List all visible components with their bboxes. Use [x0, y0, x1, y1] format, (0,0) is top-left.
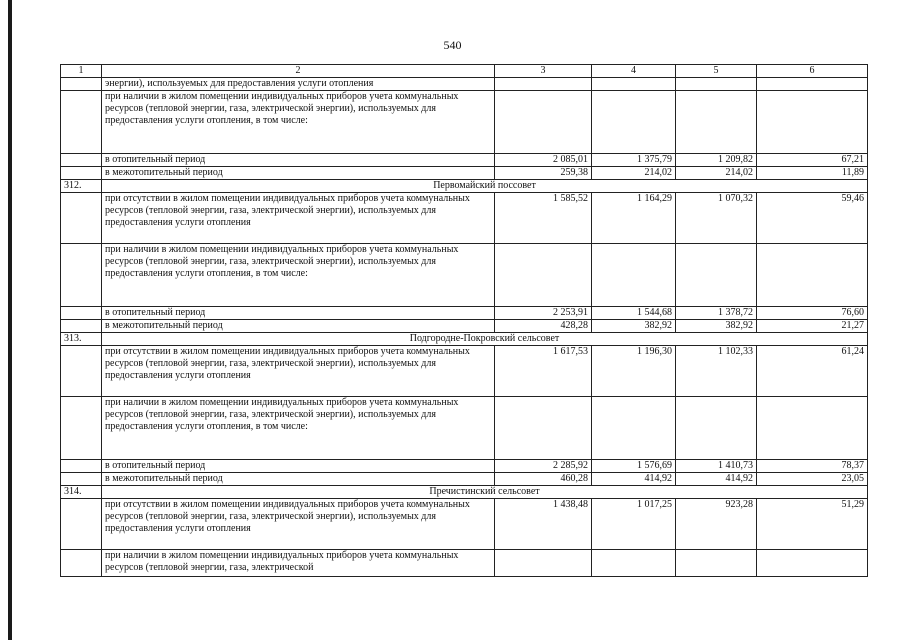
value-col-4: 1 196,30 — [592, 346, 676, 397]
value-col-5 — [676, 244, 757, 307]
value-col-4 — [592, 244, 676, 307]
table-row — [61, 91, 868, 154]
value-col-3: 2 085,01 — [495, 154, 592, 167]
value-col-4: 382,92 — [592, 320, 676, 333]
row-code-cell — [61, 499, 102, 550]
value-col-3 — [495, 78, 592, 91]
row-description: при наличии в жилом помещении индивидуальных приборов учета коммунальных ресурсов (тепловой энергии, газа, электрической энергии), используемых для предоставления услуги отопления, в том числе: — [102, 244, 495, 307]
value-col-3: 460,28 — [495, 473, 592, 486]
row-description: в межотопительный период — [102, 167, 495, 180]
value-col-4 — [592, 550, 676, 577]
table-row — [61, 193, 868, 244]
value-col-3 — [495, 397, 592, 460]
value-col-6: 67,21 — [757, 154, 868, 167]
value-col-4: 214,02 — [592, 167, 676, 180]
table-row — [61, 167, 868, 180]
value-col-5: 214,02 — [676, 167, 757, 180]
row-description: при отсутствии в жилом помещении индивидуальных приборов учета коммунальных ресурсов (тепловой энергии, газа, электрической энергии), используемых для предоставления услуги отопления — [102, 346, 495, 397]
value-col-4 — [592, 397, 676, 460]
table-row — [61, 499, 868, 550]
section-row — [61, 180, 868, 193]
tariff-table — [60, 64, 868, 577]
value-col-6: 76,60 — [757, 307, 868, 320]
row-description: в межотопительный период — [102, 320, 495, 333]
value-col-3: 1 438,48 — [495, 499, 592, 550]
value-col-3 — [495, 244, 592, 307]
row-description: при отсутствии в жилом помещении индивидуальных приборов учета коммунальных ресурсов (тепловой энергии, газа, электрической энергии), используемых для предоставления услуги отопления — [102, 499, 495, 550]
value-col-4: 1 164,29 — [592, 193, 676, 244]
value-col-6: 61,24 — [757, 346, 868, 397]
table-row — [61, 244, 868, 307]
section-title: Первомайский поссовет — [102, 180, 868, 193]
value-col-5: 1 102,33 — [676, 346, 757, 397]
value-col-3: 2 285,92 — [495, 460, 592, 473]
column-header: 5 — [676, 65, 757, 78]
section-row — [61, 486, 868, 499]
table-row — [61, 307, 868, 320]
value-col-5: 923,28 — [676, 499, 757, 550]
value-col-6 — [757, 78, 868, 91]
value-col-5 — [676, 550, 757, 577]
value-col-6 — [757, 91, 868, 154]
section-row — [61, 333, 868, 346]
row-description: в отопительный период — [102, 460, 495, 473]
value-col-6 — [757, 244, 868, 307]
section-code: 313. — [61, 333, 102, 346]
value-col-6 — [757, 550, 868, 577]
page-number: 540 — [443, 38, 462, 52]
value-col-5 — [676, 91, 757, 154]
column-header: 6 — [757, 65, 868, 78]
value-col-6 — [757, 397, 868, 460]
row-description: энергии), используемых для предоставления услуги отопления — [102, 78, 495, 91]
table-body — [61, 65, 868, 577]
row-code-cell — [61, 307, 102, 320]
row-description: в отопительный период — [102, 154, 495, 167]
row-code-cell — [61, 244, 102, 307]
value-col-6: 11,89 — [757, 167, 868, 180]
section-title: Подгородне-Покровский сельсовет — [102, 333, 868, 346]
row-code-cell — [61, 91, 102, 154]
value-col-5 — [676, 78, 757, 91]
table-header-row — [61, 65, 868, 78]
column-header: 4 — [592, 65, 676, 78]
value-col-5 — [676, 397, 757, 460]
row-description: в межотопительный период — [102, 473, 495, 486]
section-title: Пречистинский сельсовет — [102, 486, 868, 499]
value-col-6: 78,37 — [757, 460, 868, 473]
value-col-3: 2 253,91 — [495, 307, 592, 320]
value-col-4: 1 017,25 — [592, 499, 676, 550]
value-col-5: 382,92 — [676, 320, 757, 333]
value-col-4: 1 544,68 — [592, 307, 676, 320]
section-code: 312. — [61, 180, 102, 193]
value-col-4: 414,92 — [592, 473, 676, 486]
value-col-5: 1 410,73 — [676, 460, 757, 473]
value-col-3: 259,38 — [495, 167, 592, 180]
row-description: при наличии в жилом помещении индивидуальных приборов учета коммунальных ресурсов (тепловой энергии, газа, электрической энергии), используемых для предоставления услуги отопления, в том числе: — [102, 397, 495, 460]
table-row — [61, 154, 868, 167]
value-col-4 — [592, 78, 676, 91]
value-col-5: 414,92 — [676, 473, 757, 486]
row-code-cell — [61, 346, 102, 397]
value-col-6: 21,27 — [757, 320, 868, 333]
row-code-cell — [61, 78, 102, 91]
column-header: 1 — [61, 65, 102, 78]
value-col-6: 23,05 — [757, 473, 868, 486]
row-description: в отопительный период — [102, 307, 495, 320]
row-description: при наличии в жилом помещении индивидуальных приборов учета коммунальных ресурсов (тепловой энергии, газа, электрической энергии), используемых для предоставления услуги отопления, в том числе: — [102, 91, 495, 154]
table-row — [61, 460, 868, 473]
row-code-cell — [61, 550, 102, 577]
value-col-5: 1 378,72 — [676, 307, 757, 320]
row-code-cell — [61, 320, 102, 333]
table-row — [61, 346, 868, 397]
table-row — [61, 550, 868, 577]
value-col-4 — [592, 91, 676, 154]
value-col-3: 1 617,53 — [495, 346, 592, 397]
value-col-6: 51,29 — [757, 499, 868, 550]
value-col-5: 1 209,82 — [676, 154, 757, 167]
column-header: 3 — [495, 65, 592, 78]
row-code-cell — [61, 193, 102, 244]
row-code-cell — [61, 167, 102, 180]
row-code-cell — [61, 460, 102, 473]
value-col-6: 59,46 — [757, 193, 868, 244]
table-row — [61, 78, 868, 91]
row-description: при отсутствии в жилом помещении индивидуальных приборов учета коммунальных ресурсов (тепловой энергии, газа, электрической энергии), используемых для предоставления услуги отопления — [102, 193, 495, 244]
row-code-cell — [61, 397, 102, 460]
value-col-3 — [495, 91, 592, 154]
table-row — [61, 320, 868, 333]
value-col-3: 428,28 — [495, 320, 592, 333]
row-description: при наличии в жилом помещении индивидуальных приборов учета коммунальных ресурсов (тепловой энергии, газа, электрической — [102, 550, 495, 577]
scan-edge-border — [8, 0, 12, 640]
value-col-3: 1 585,52 — [495, 193, 592, 244]
row-code-cell — [61, 473, 102, 486]
value-col-4: 1 375,79 — [592, 154, 676, 167]
column-header: 2 — [102, 65, 495, 78]
value-col-4: 1 576,69 — [592, 460, 676, 473]
value-col-5: 1 070,32 — [676, 193, 757, 244]
table-row — [61, 473, 868, 486]
row-code-cell — [61, 154, 102, 167]
section-code: 314. — [61, 486, 102, 499]
value-col-3 — [495, 550, 592, 577]
table-row — [61, 397, 868, 460]
